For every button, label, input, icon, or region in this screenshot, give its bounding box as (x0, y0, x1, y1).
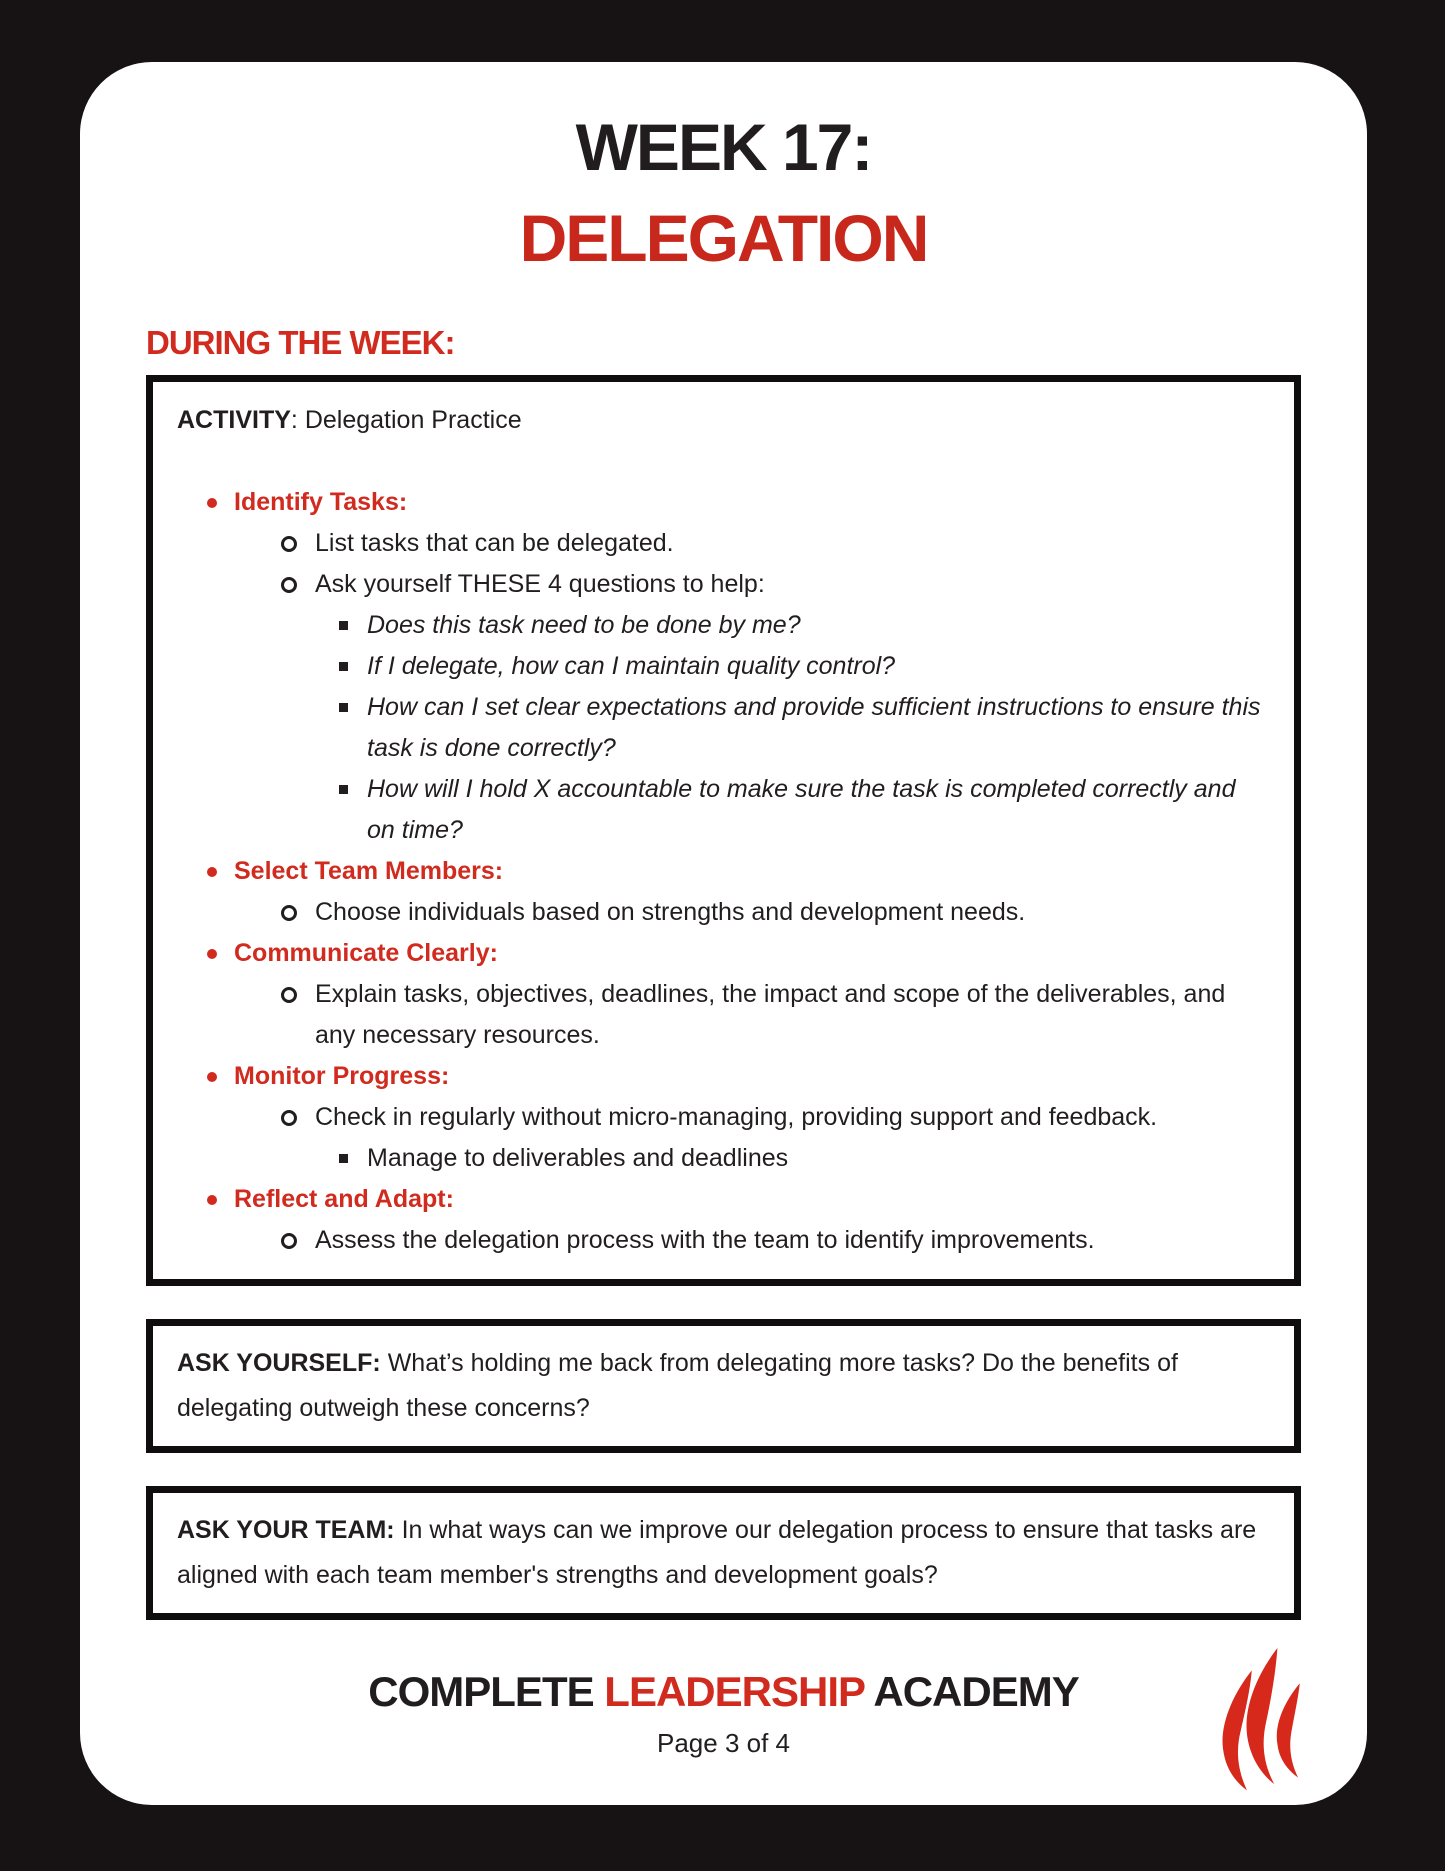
list-item (207, 1056, 1270, 1097)
worksheet-card (80, 62, 1367, 1805)
bullet-square-icon (339, 662, 348, 671)
list-item-question: Does this task need to be done by me? (367, 611, 801, 640)
list-item-heading: Reflect and Adapt: (234, 1185, 454, 1214)
bullet-disc-icon (207, 1195, 217, 1205)
activity-title: Delegation Practice (304, 406, 522, 435)
ask-yourself-text: What’s holding me back from delegating more tasks? Do the benefits of delegating outweigh these concerns? (177, 1349, 1178, 1423)
bullet-disc-icon (207, 498, 217, 508)
bullet-disc-icon (207, 1072, 217, 1082)
list-item-text: Choose individuals based on strengths and development needs. (315, 898, 1026, 927)
list-item-heading: Communicate Clearly: (234, 939, 498, 968)
bullet-circle-icon (281, 1233, 297, 1249)
ask-yourself-box (146, 1319, 1301, 1453)
list-item (339, 646, 1270, 687)
activity-label: ACTIVITY (177, 406, 291, 435)
list-item-text: Explain tasks, objectives, deadlines, the impact and scope of the deliverables, and any necessary resources. (315, 980, 1226, 1050)
list-item (339, 769, 1270, 851)
list-item (281, 564, 1270, 605)
ask-yourself-paragraph (177, 1341, 1270, 1431)
ask-team-paragraph (177, 1508, 1270, 1598)
footer-brand (146, 1668, 1301, 1716)
ask-team-text: In what ways can we improve our delegation process to ensure that tasks are aligned with each team member's strengths and development goals? (177, 1516, 1257, 1590)
bullet-square-icon (339, 703, 348, 712)
bullet-circle-icon (281, 1110, 297, 1126)
bullet-square-icon (339, 1154, 348, 1163)
flame-logo-icon (1215, 1639, 1319, 1801)
bullet-disc-icon (207, 949, 217, 959)
bullet-disc-icon (207, 867, 217, 877)
list-item-text: List tasks that can be delegated. (315, 529, 674, 558)
list-item (339, 1138, 1270, 1179)
brand-word-complete: COMPLETE (368, 1668, 594, 1716)
list-item-text: Assess the delegation process with the team to identify improvements. (315, 1226, 1095, 1255)
ask-team-box (146, 1486, 1301, 1620)
bullet-square-icon (339, 785, 348, 794)
list-item-text: Manage to deliverables and deadlines (367, 1144, 789, 1173)
list-item-question: How will I hold X accountable to make sure the task is completed correctly and on time? (367, 775, 1236, 845)
list-item (281, 1220, 1270, 1261)
section-heading: DURING THE WEEK: (146, 324, 455, 362)
list-item (281, 1097, 1270, 1138)
brand-word-academy: ACADEMY (873, 1668, 1079, 1716)
list-item (207, 1179, 1270, 1220)
list-item (339, 687, 1270, 769)
list-item (281, 974, 1270, 1056)
list-item-question: If I delegate, how can I maintain quality control? (367, 652, 896, 681)
list-item-heading: Select Team Members: (234, 857, 504, 886)
bullet-circle-icon (281, 987, 297, 1003)
list-item-text: Ask yourself THESE 4 questions to help: (315, 570, 765, 599)
list-item-heading: Monitor Progress: (234, 1062, 450, 1091)
bullet-square-icon (339, 621, 348, 630)
bullet-circle-icon (281, 536, 297, 552)
topic-title: DELEGATION (519, 201, 928, 276)
list-item (281, 892, 1270, 933)
activity-list (177, 482, 1270, 1261)
activity-line (177, 400, 1270, 441)
list-item (207, 933, 1270, 974)
activity-separator: : (290, 406, 305, 435)
bullet-circle-icon (281, 905, 297, 921)
list-item-question: How can I set clear expectations and provide sufficient instructions to ensure this task is done correctly? (367, 693, 1261, 763)
ask-team-label: ASK YOUR TEAM: (177, 1516, 395, 1545)
list-item-text: Check in regularly without micro-managing, providing support and feedback. (315, 1103, 1158, 1132)
activity-box (146, 375, 1301, 1286)
title-block (146, 102, 1301, 284)
ask-yourself-label: ASK YOURSELF: (177, 1349, 381, 1378)
list-item (281, 523, 1270, 564)
list-item (339, 605, 1270, 646)
page-number: Page 3 of 4 (657, 1728, 790, 1759)
brand-word-leadership: LEADERSHIP (604, 1668, 865, 1716)
list-item (207, 482, 1270, 523)
list-item-heading: Identify Tasks: (234, 488, 408, 517)
bullet-circle-icon (281, 577, 297, 593)
list-item (207, 851, 1270, 892)
week-title: WEEK 17: (575, 110, 872, 184)
